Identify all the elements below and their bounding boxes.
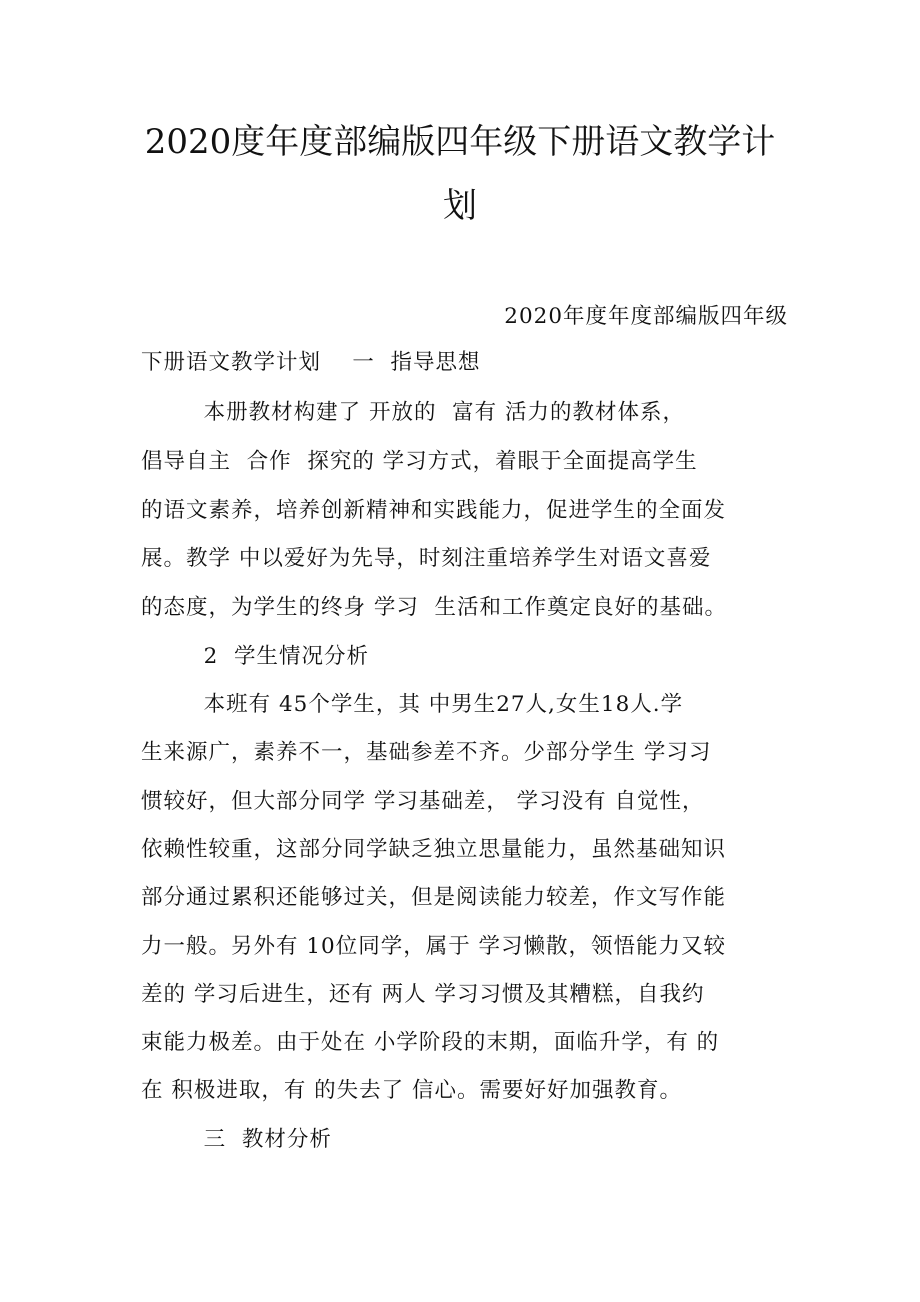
- section-heading-student-analysis: 2 学生情况分析: [141, 644, 370, 669]
- section-heading-guiding-thought: 下册语文教学计划 一 指导思想: [141, 350, 481, 375]
- paragraph-line: 本班有 45个学生，其 中男生27人,女生18人.学: [141, 692, 684, 717]
- paragraph-line: 束能力极差。由于处在 小学阶段的末期，面临升学，有 的: [141, 1030, 720, 1055]
- paragraph-line: 生来源广，素养不一，基础参差不齐。少部分学生 学习习: [141, 740, 712, 765]
- paragraph-line: 倡导自主 合作 探究的 学习方式，着眼于全面提高学生: [141, 449, 698, 474]
- paragraph-line: 的语文素养，培养创新精神和实践能力，促进学生的全面发: [141, 498, 727, 523]
- paragraph-line: 展。教学 中以爱好为先导，时刻注重培养学生对语文喜爱: [141, 546, 712, 571]
- section-heading-textbook-analysis: 三 教材分析: [141, 1127, 332, 1152]
- paragraph-line: 本册教材构建了 开放的 富有 活力的教材体系，: [141, 400, 686, 425]
- paragraph-line: 的态度，为学生的终身 学习 生活和工作奠定良好的基础。: [141, 595, 728, 620]
- document-title-line-2: 划: [443, 186, 477, 226]
- paragraph-line: 差的 学习后进生，还有 两人 学习习惯及其糟糕，自我约: [141, 982, 705, 1007]
- subtitle-line: 2020年度年度部编版四年级: [504, 304, 788, 329]
- paragraph-line: 依赖性较重，这部分同学缺乏独立思量能力，虽然基础知识: [141, 837, 727, 862]
- paragraph-line: 力一般。另外有 10位同学，属于 学习懒散，领悟能力又较: [141, 934, 727, 959]
- paragraph-line: 惯较好，但大部分同学 学习基础差， 学习没有 自觉性，: [141, 789, 705, 814]
- paragraph-line: 在 积极进取，有 的失去了 信心。需要好好加强教育。: [141, 1078, 683, 1103]
- paragraph-line: 部分通过累积还能够过关，但是阅读能力较差，作文写作能: [141, 885, 727, 910]
- document-title-line-1: 2020度年度部编版四年级下册语文教学计: [144, 122, 776, 162]
